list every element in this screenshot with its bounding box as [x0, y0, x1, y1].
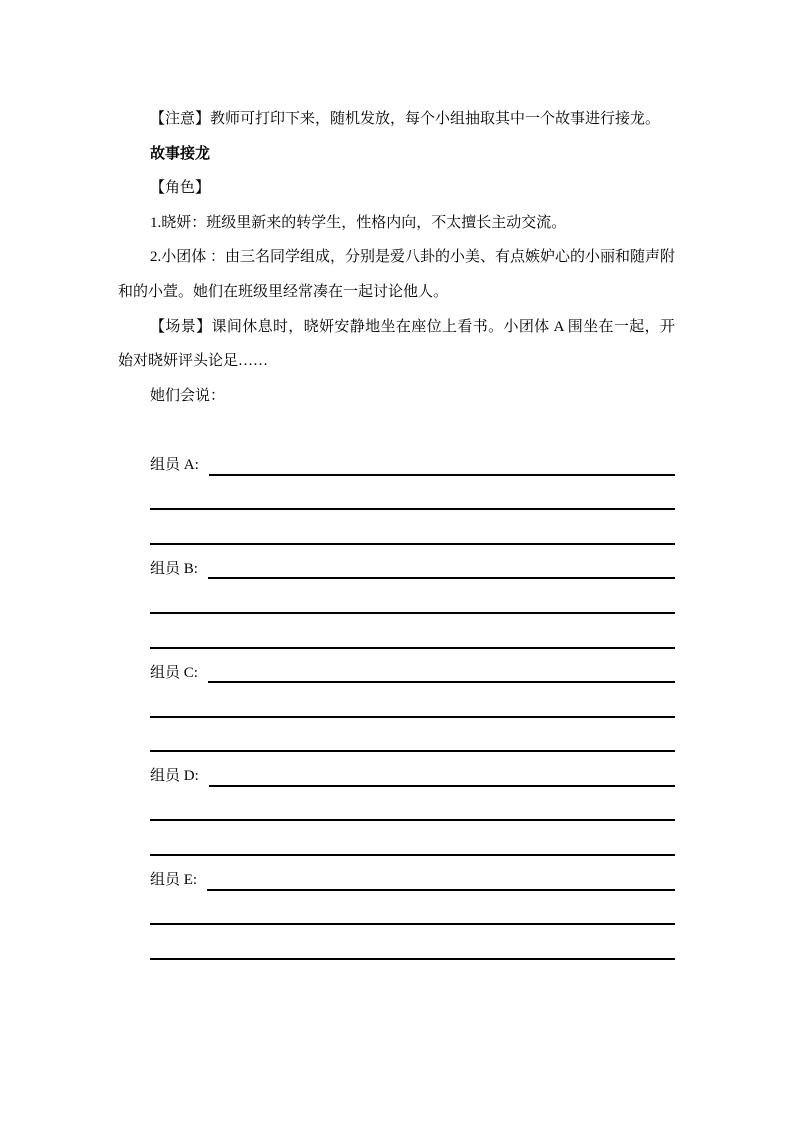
- note-paragraph: 【注意】教师可打印下来，随机发放，每个小组抽取其中一个故事进行接龙。: [150, 111, 661, 127]
- blank-line: [118, 413, 675, 448]
- role-item-2: 2.小团体 ：由三名同学组成，分别是爱八卦的小美、有点嫉妒心的小丽和随声附和的小萱。她们在班级里经常凑在一起讨论他人。: [118, 249, 676, 300]
- answer-row: [118, 932, 675, 967]
- answer-line: [150, 958, 675, 960]
- answer-row: [118, 483, 675, 518]
- document-content: [118, 102, 675, 967]
- answer-row: [118, 794, 675, 829]
- answer-line: [150, 854, 675, 856]
- member-label-row: [118, 863, 675, 898]
- answer-line: [150, 819, 675, 821]
- member-label: 组员 D:: [150, 768, 199, 785]
- member-label-row: [118, 656, 675, 691]
- prompt-text: 她们会说：: [150, 387, 226, 404]
- member-label-row: [118, 552, 675, 587]
- member-block-c: [118, 656, 675, 760]
- answer-line: [208, 577, 675, 579]
- member-label: 组员 C:: [150, 664, 198, 681]
- roles-heading: 【角色】: [150, 180, 211, 197]
- answer-row: [118, 586, 675, 621]
- answer-line: [150, 716, 675, 718]
- answer-line: [150, 543, 675, 545]
- role-item-1: 1.晓妍：班级里新来的转学生，性格内向，不太擅长主动交流。: [150, 214, 567, 231]
- member-block-b: [118, 552, 675, 656]
- answer-row: [118, 621, 675, 656]
- answer-row: [118, 828, 675, 863]
- answer-row: [118, 725, 675, 760]
- member-label: 组员 B:: [150, 560, 198, 577]
- answer-line: [209, 785, 675, 787]
- answer-line: [209, 474, 675, 476]
- answer-line: [207, 889, 675, 891]
- answer-line: [150, 647, 675, 649]
- answer-line: [150, 750, 675, 752]
- member-label-row: [118, 759, 675, 794]
- member-block-d: [118, 759, 675, 863]
- title-heading: 故事接龙: [150, 145, 211, 162]
- member-label: 组员 A:: [150, 456, 199, 473]
- answer-line: [150, 508, 675, 510]
- member-block-e: [118, 863, 675, 967]
- answer-row: [118, 898, 675, 933]
- member-block-a: [118, 448, 675, 552]
- answer-line: [150, 612, 675, 614]
- answer-line: [150, 923, 675, 925]
- answer-row: [118, 517, 675, 552]
- answer-row: [118, 690, 675, 725]
- answer-line: [208, 681, 675, 683]
- scene-paragraph: 【场景】课间休息时，晓妍安静地坐在座位上看书。小团体 A 围坐在一起，开始对晓妍评头论足……: [118, 318, 675, 370]
- member-label: 组员 E:: [150, 872, 198, 889]
- member-label-row: [118, 448, 675, 483]
